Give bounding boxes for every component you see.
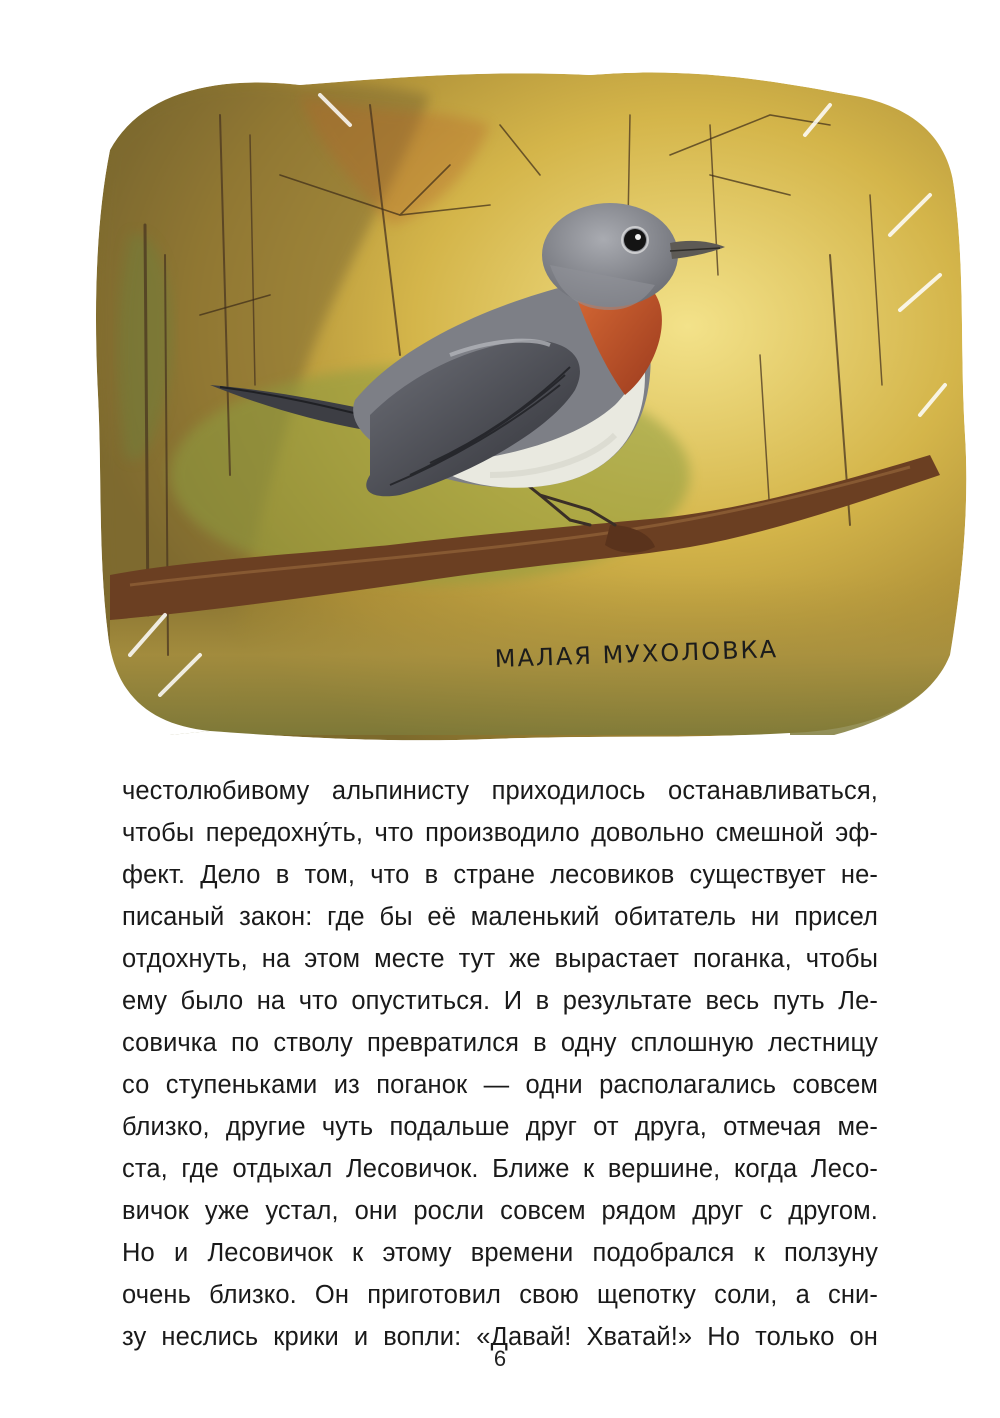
- text-line: писаный закон: где бы её маленький обитатель ни присел: [122, 903, 878, 931]
- text-line: близко, другие чуть подальше друг от друга, отмечая ме-: [122, 1113, 878, 1141]
- text-line: честолюбивому альпинисту приходилось останавливаться,: [122, 777, 878, 805]
- text-line: со ступеньками из поганок — одни располагались совсем: [122, 1071, 878, 1099]
- text-line: зу неслись крики и вопли: «Давай! Хватай!» Но только он: [122, 1323, 878, 1351]
- page-number: 6: [493, 1346, 507, 1371]
- text-line: ему было на что опуститься. И в результате весь путь Ле-: [122, 987, 878, 1015]
- text-line: отдохнуть, на этом месте тут же вырастает поганка, чтобы: [122, 945, 878, 973]
- text-line: фект. Дело в том, что в стране лесовиков существует не-: [122, 861, 878, 889]
- illustration-caption: МАЛАЯ МУХОЛОВКА: [494, 635, 779, 673]
- text-line: Но и Лесовичок к этому времени подобрался к ползуну: [122, 1239, 878, 1267]
- text-line: чтобы передохну́ть, что производило довольно смешной эф-: [122, 819, 878, 847]
- bird-painting: [70, 55, 975, 745]
- text-line: совичка по стволу превратился в одну сплошную лестницу: [122, 1029, 878, 1057]
- bird-illustration: [70, 55, 975, 745]
- text-line: ста, где отдыхал Лесовичок. Ближе к вершине, когда Лесо-: [122, 1155, 878, 1183]
- text-line: очень близко. Он приготовил свою щепотку соли, а сни-: [122, 1281, 878, 1309]
- body-text: [122, 770, 878, 1358]
- text-line: вичок уже устал, они росли совсем рядом друг с другом.: [122, 1197, 878, 1225]
